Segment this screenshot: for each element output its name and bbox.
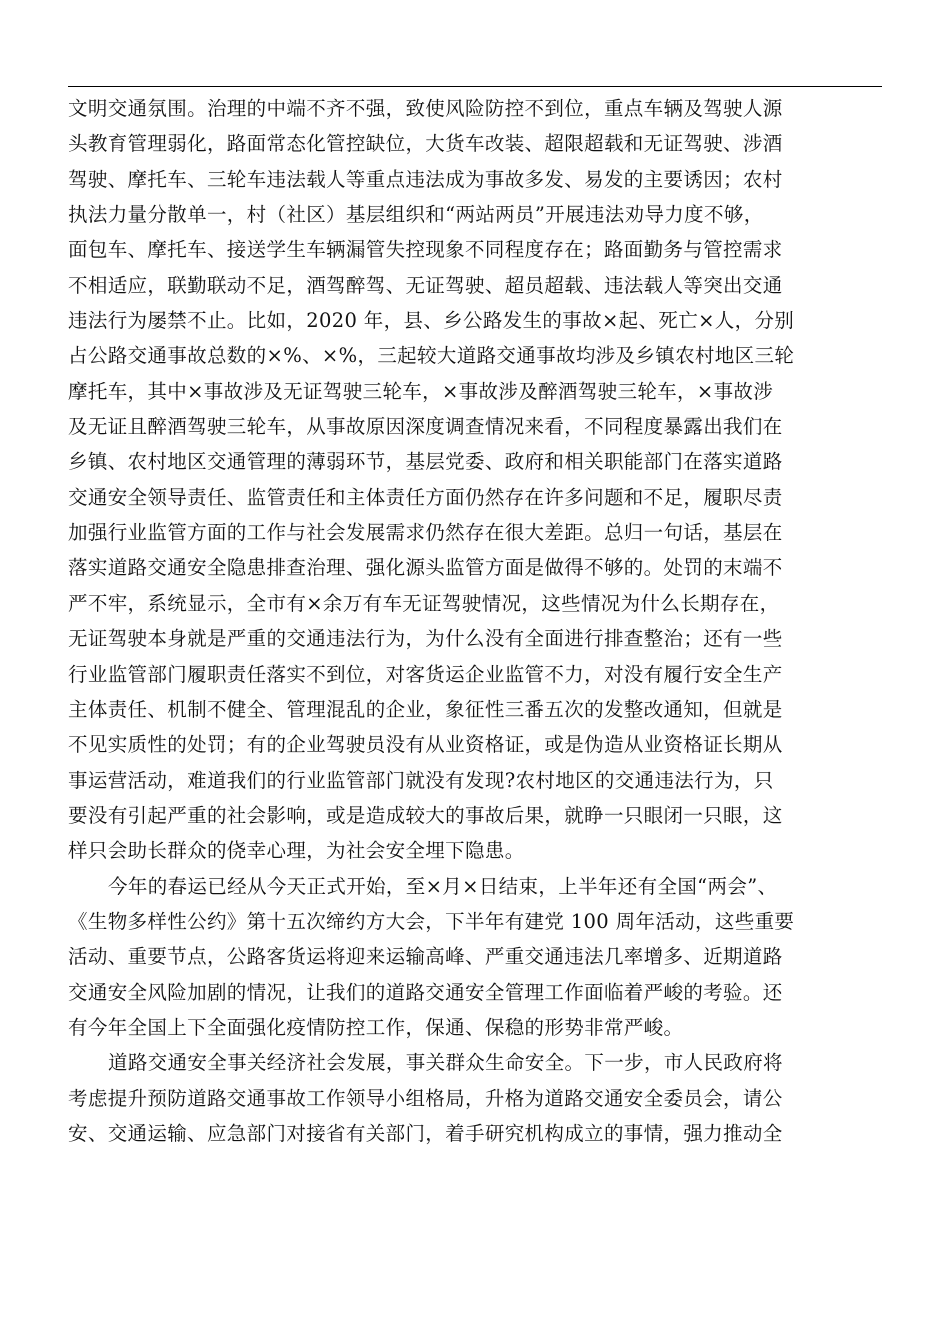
- text-line: 加强行业监管方面的工作与社会发展需求仍然存在很大差距。总归一句话，基层在: [68, 521, 783, 545]
- text-line: 头教育管理弱化，路面常态化管控缺位，大货车改装、超限超载和无证驾驶、涉酒: [68, 132, 783, 156]
- text-line: 交通安全领导责任、监管责任和主体责任方面仍然存在许多问题和不足，履职尽责: [68, 485, 783, 509]
- text-line: 及无证且醉酒驾驶三轮车，从事故原因深度调查情况来看，不同程度暴露出我们在: [68, 415, 783, 439]
- paragraph: [68, 91, 882, 869]
- text-line: 事运营活动，难道我们的行业监管部门就没有发现?农村地区的交通违法行为，只: [68, 768, 774, 792]
- text-line: 安、交通运输、应急部门对接省有关部门，着手研究机构成立的事情，强力推动全: [68, 1121, 783, 1145]
- text-line: 严不牢，系统显示，全市有×余万有车无证驾驶情况，这些情况为什么长期存在，: [68, 591, 780, 615]
- text-line: 面包车、摩托车、接送学生车辆漏管失控现象不同程度存在；路面勤务与管控需求: [68, 238, 783, 262]
- text-line: 落实道路交通安全隐患排查治理、强化源头监管方面是做得不够的。处罚的末端不: [68, 556, 783, 580]
- text-line: 行业监管部门履职责任落实不到位，对客货运企业监管不力，对没有履行安全生产: [68, 662, 783, 686]
- paragraph: [68, 869, 882, 1046]
- text-line: 道路交通安全事关经济社会发展，事关群众生命安全。下一步，市人民政府将: [108, 1051, 783, 1075]
- text-line: 违法行为屡禁不止。比如，2020 年，县、乡公路发生的事故×起、死亡×人，分别: [68, 309, 795, 333]
- paragraph: [68, 1045, 882, 1151]
- text-line: 不见实质性的处罚；有的企业驾驶员没有从业资格证，或是伪造从业资格证长期从: [68, 733, 783, 757]
- text-line: 今年的春运已经从今天正式开始，至×月×日结束，上半年还有全国“两会”、: [108, 874, 778, 898]
- text-line: 执法力量分散单一，村（社区）基层组织和“两站两员”开展违法劝导力度不够，: [68, 203, 764, 227]
- text-line: 无证驾驶本身就是严重的交通违法行为，为什么没有全面进行排查整治；还有一些: [68, 627, 783, 651]
- text-line: 样只会助长群众的侥幸心理，为社会安全埋下隐患。: [68, 839, 525, 863]
- document-body: [68, 91, 882, 1151]
- text-line: 考虑提升预防道路交通事故工作领导小组格局，升格为道路交通安全委员会，请公: [68, 1086, 783, 1110]
- text-line: 摩托车，其中×事故涉及无证驾驶三轮车，×事故涉及醉酒驾驶三轮车，×事故涉: [68, 379, 774, 403]
- text-line: 驾驶、摩托车、三轮车违法载人等重点违法成为事故多发、易发的主要诱因；农村: [68, 167, 783, 191]
- text-line: 占公路交通事故总数的×%、×%，三起较大道路交通事故均涉及乡镇农村地区三轮: [68, 344, 795, 368]
- text-line: 《生物多样性公约》第十五次缔约方大会，下半年有建党 100 周年活动，这些重要: [68, 909, 795, 933]
- text-line: 乡镇、农村地区交通管理的薄弱环节，基层党委、政府和相关职能部门在落实道路: [68, 450, 783, 474]
- text-line: 不相适应，联勤联动不足，酒驾醉驾、无证驾驶、超员超载、违法载人等突出交通: [68, 273, 783, 297]
- text-line: 主体责任、机制不健全、管理混乱的企业，象征性三番五次的发整改通知，但就是: [68, 697, 783, 721]
- text-line: 活动、重要节点，公路客货运将迎来运输高峰、严重交通违法几率增多、近期道路: [68, 945, 783, 969]
- header-rule: [68, 86, 882, 87]
- text-line: 交通安全风险加剧的情况，让我们的道路交通安全管理工作面临着严峻的考验。还: [68, 980, 783, 1004]
- text-line: 要没有引起严重的社会影响，或是造成较大的事故后果，就睁一只眼闭一只眼，这: [68, 803, 783, 827]
- text-line: 有今年全国上下全面强化疫情防控工作，保通、保稳的形势非常严峻。: [68, 1015, 684, 1039]
- text-line: 文明交通氛围。治理的中端不齐不强，致使风险防控不到位，重点车辆及驾驶人源: [68, 97, 783, 120]
